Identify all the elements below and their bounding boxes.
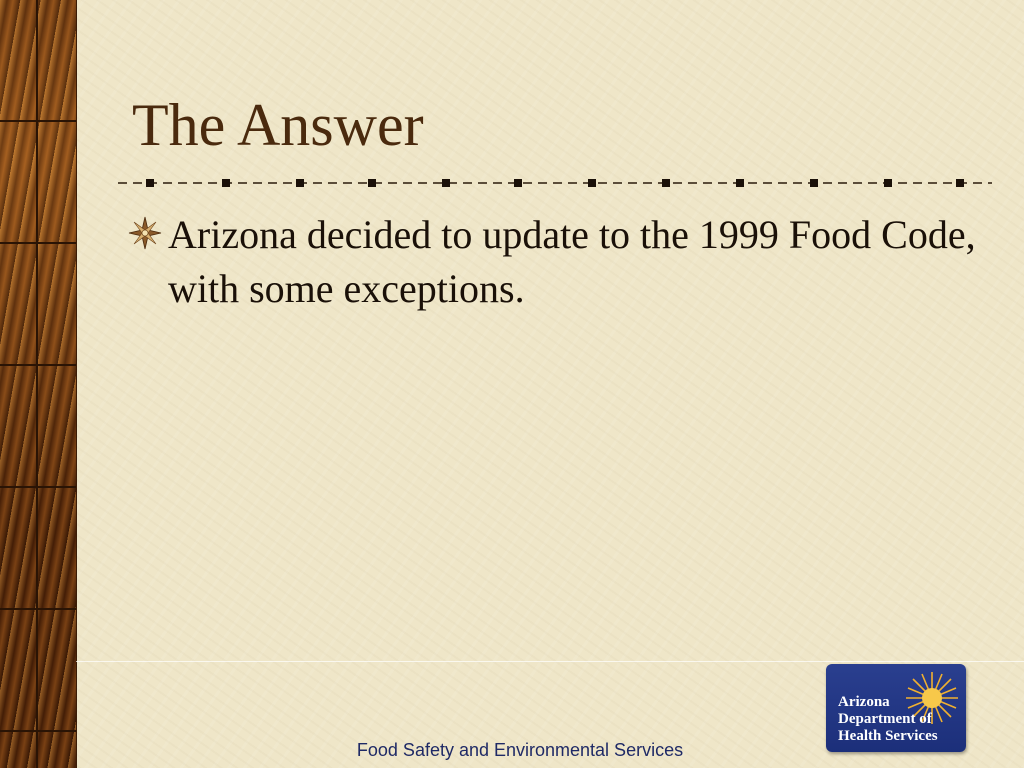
compass-star-icon (128, 216, 162, 250)
logo-line-1: Arizona (838, 694, 890, 710)
adhs-logo (826, 664, 966, 752)
title-divider (118, 176, 992, 190)
logo-line-2: Department of (838, 711, 932, 727)
logo-line-3: Health Services (838, 728, 938, 744)
footer-divider (76, 661, 1024, 662)
wood-border-strip (0, 0, 77, 768)
bullet-text: Arizona decided to update to the 1999 Food Code, with some exceptions. (168, 212, 976, 311)
slide-title: The Answer (132, 92, 424, 158)
logo-text (838, 694, 938, 745)
footer-text: Food Safety and Environmental Services (356, 740, 684, 760)
bullet-item (128, 208, 988, 316)
